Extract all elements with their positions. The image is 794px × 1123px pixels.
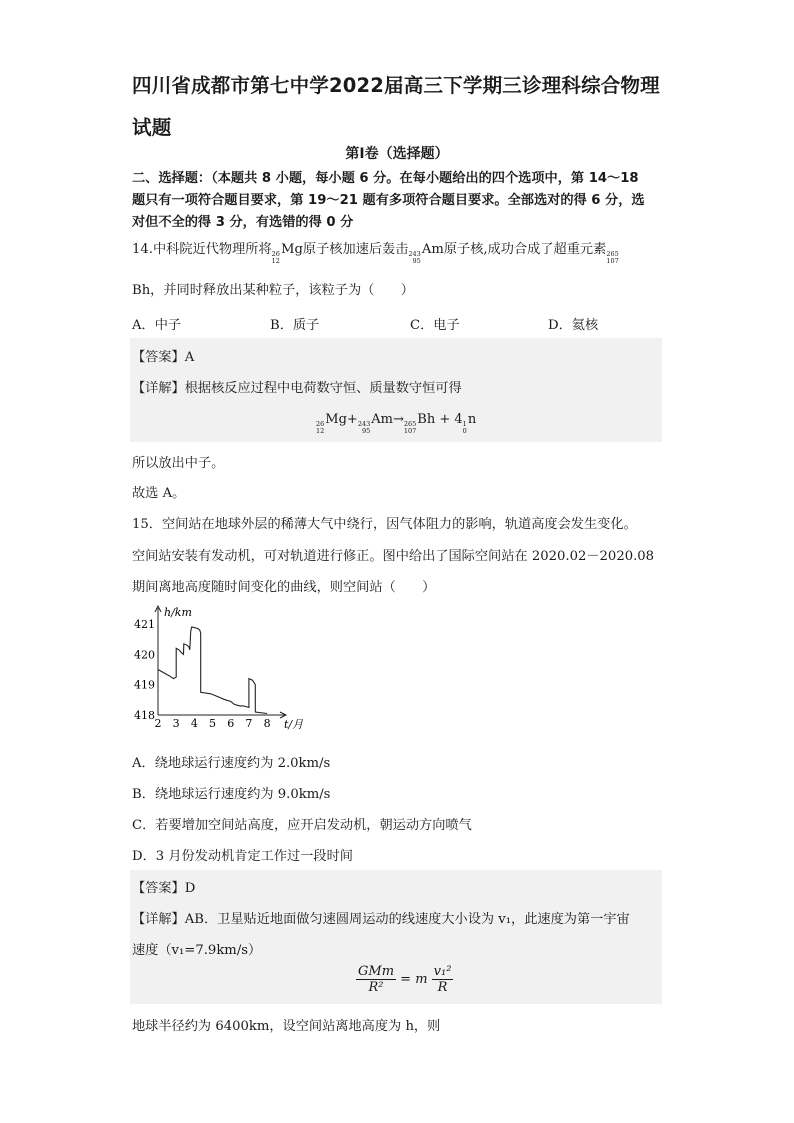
q15-stem-line-3: 期间离地高度随时间变化的曲线，则空间站（ ） bbox=[132, 580, 436, 595]
q14-option-c: C．电子 bbox=[410, 318, 460, 333]
altitude-series-line bbox=[158, 627, 267, 713]
y-tick-label: 419 bbox=[134, 678, 155, 692]
x-tick-label: 7 bbox=[245, 717, 253, 730]
q14-detail: 【详解】根据核反应过程中电荷数守恒、质量数守恒可得 bbox=[132, 381, 462, 396]
q15-stem-line-2: 空间站安装有发动机，可对轨道进行修正。图中给出了国际空间站在 2020.02－2020.08 bbox=[132, 549, 655, 564]
q14-option-d: D．氦核 bbox=[548, 318, 599, 333]
q14-stem-line-2: Bh，并同时释放出某种粒子，该粒子为（ ） bbox=[132, 283, 414, 298]
document-title: 四川省成都市第七中学2022届高三下学期三诊理科综合物理 bbox=[132, 74, 660, 97]
q15-gravity-formula: $\frac{\text{GMm}}{\text{R²}}$ = m $\frac{\text{v₁²}}{R}$ bbox=[358, 964, 452, 995]
y-tick-label: 420 bbox=[134, 648, 155, 662]
instructions-line-3: 对但不全的得 3 分，有选错的得 0 分 bbox=[132, 215, 354, 230]
mg-symbol: Mg bbox=[280, 242, 303, 257]
q14-stem-text-2: 原子核加速后轰击 bbox=[302, 242, 409, 257]
q14-stem-text: 14.中科院近代物理所将 bbox=[132, 242, 272, 257]
bh-notation: 265 107 bbox=[606, 250, 619, 265]
q15-detail-line-1: 【详解】AB．卫星贴近地面做匀速圆周运动的线速度大小设为 v₁，此速度为第一宇宙 bbox=[132, 912, 630, 927]
x-axis-label: t/月 bbox=[284, 718, 304, 731]
q15-detail-line-2: 速度（v₁=7.9km/s） bbox=[132, 943, 262, 958]
q15-option-d: D．3 月份发动机肯定工作过一段时间 bbox=[132, 849, 353, 864]
mg-notation: 26 12 bbox=[271, 250, 280, 265]
x-tick-label: 4 bbox=[190, 717, 198, 730]
q14-option-b: B．质子 bbox=[270, 318, 320, 333]
x-tick-label: 5 bbox=[209, 717, 217, 730]
x-tick-label: 2 bbox=[154, 717, 162, 730]
q14-stem-text-3: 原子核,成功合成了超重元素 bbox=[443, 242, 607, 257]
q14-choice: 故选 A。 bbox=[132, 486, 186, 501]
q15-answer: 【答案】D bbox=[132, 881, 196, 896]
q14-answer: 【答案】A bbox=[132, 350, 195, 365]
x-tick-label: 6 bbox=[227, 717, 235, 730]
q14-conclusion: 所以放出中子。 bbox=[132, 456, 225, 471]
q15-option-a: A．绕地球运行速度约为 2.0km/s bbox=[132, 756, 331, 771]
instructions-line-1: 二、选择题：（本题共 8 小题，每小题 6 分。在每小题给出的四个选项中，第 14～18 bbox=[132, 171, 639, 186]
am-notation: 243 95 bbox=[408, 250, 421, 265]
y-axis-label: h/km bbox=[164, 606, 192, 619]
q14-reaction-equation: 26 12 Mg+ 243 95 Am→ 265 107 Bh + 4 1 0 n bbox=[316, 412, 477, 435]
am-symbol: Am bbox=[421, 242, 444, 257]
q15-option-c: C．若要增加空间站高度，应开启发动机，朝运动方向喷气 bbox=[132, 818, 472, 833]
q15-option-b: B．绕地球运行速度约为 9.0km/s bbox=[132, 787, 331, 802]
document-title-continued: 试题 bbox=[132, 116, 172, 139]
x-tick-label: 8 bbox=[263, 717, 271, 730]
q15-tail-text: 地球半径约为 6400km，设空间站离地高度为 h，则 bbox=[132, 1019, 441, 1034]
q14-option-a: A．中子 bbox=[132, 318, 182, 333]
x-tick-label: 3 bbox=[172, 717, 180, 730]
altitude-chart bbox=[128, 600, 318, 740]
instructions-line-2: 题只有一项符合题目要求，第 19～21 题有多项符合题目要求。全部选对的得 6 分，选 bbox=[132, 193, 645, 208]
section-heading: 第Ⅰ卷（选择题） bbox=[345, 146, 449, 162]
y-tick-label: 418 bbox=[134, 709, 155, 722]
q14-stem-line-1 bbox=[132, 238, 620, 265]
y-tick-label: 421 bbox=[134, 618, 155, 632]
q15-stem-line-1: 15．空间站在地球外层的稀薄大气中绕行，因气体阻力的影响，轨道高度会发生变化。 bbox=[132, 517, 637, 532]
